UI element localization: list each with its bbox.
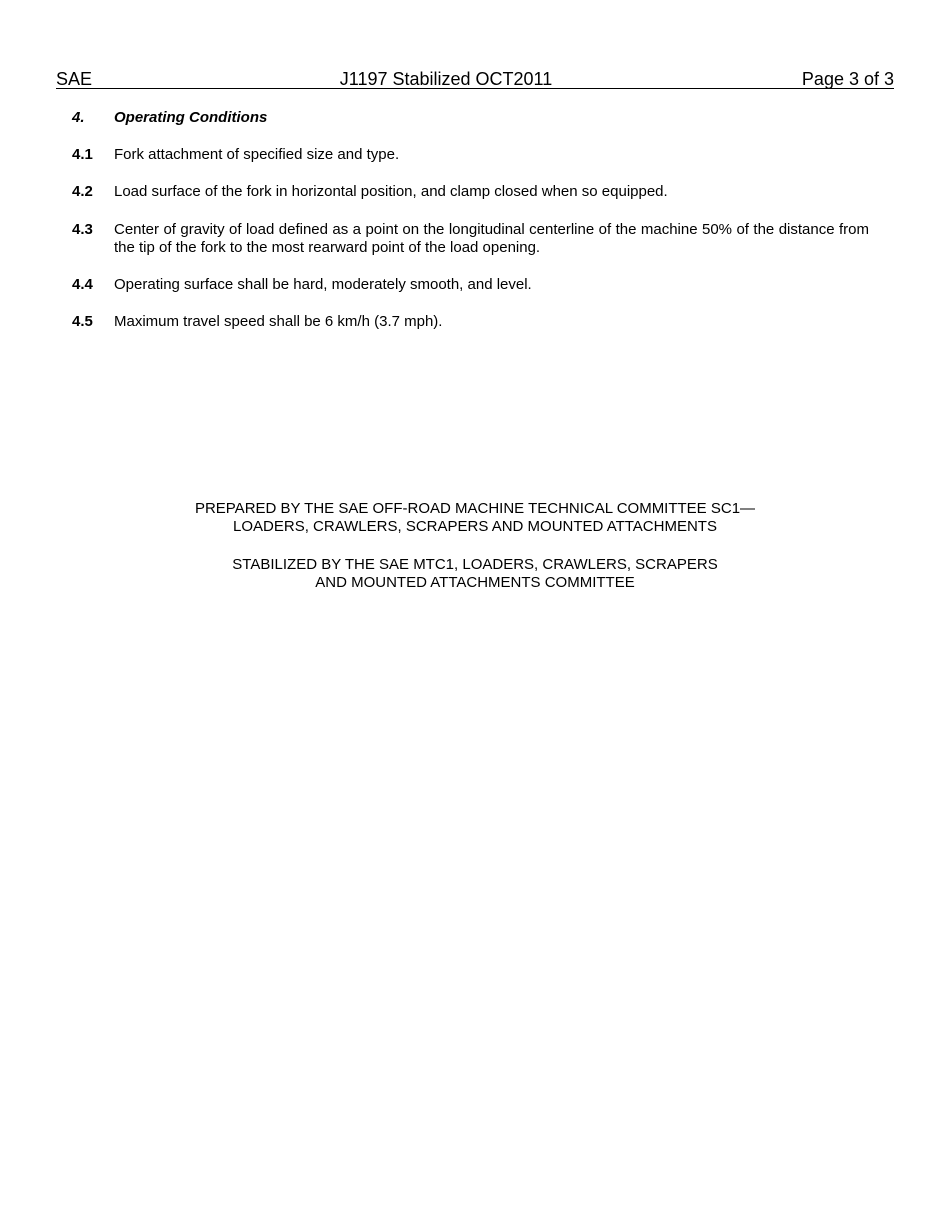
stabilized-by-line-2: AND MOUNTED ATTACHMENTS COMMITTEE — [315, 574, 635, 591]
clause-text: Maximum travel speed shall be 6 km/h (3.7 mph). — [114, 313, 443, 330]
clause-number: 4.2 — [72, 183, 93, 200]
clause-text: Operating surface shall be hard, moderately smooth, and level. — [114, 276, 532, 293]
header-document-id: J1197 Stabilized OCT2011 — [339, 69, 553, 89]
clause-text: Fork attachment of specified size and type. — [114, 146, 400, 163]
stabilized-by-block — [0, 556, 950, 592]
clause-number: 4.5 — [72, 313, 93, 330]
section-number: 4. — [72, 109, 85, 126]
clause-text: Load surface of the fork in horizontal position, and clamp closed when so equipped. — [114, 183, 668, 200]
prepared-by-block — [0, 500, 950, 536]
clause-text: Center of gravity of load defined as a point on the longitudinal centerline of the machine 50% of the distance from the tip of the fork to the most rearward point of the load opening. — [114, 221, 869, 256]
clause-number: 4.1 — [72, 146, 93, 163]
clause-number: 4.3 — [72, 221, 93, 238]
stabilized-by-line-1: STABILIZED BY THE SAE MTC1, LOADERS, CRAWLERS, SCRAPERS — [232, 556, 718, 573]
header-org: SAE — [56, 69, 93, 89]
prepared-by-line-2: LOADERS, CRAWLERS, SCRAPERS AND MOUNTED ATTACHMENTS — [233, 518, 717, 535]
clause-number: 4.4 — [72, 276, 93, 293]
section-title: Operating Conditions — [114, 109, 268, 126]
prepared-by-line-1: PREPARED BY THE SAE OFF-ROAD MACHINE TECHNICAL COMMITTEE SC1— — [194, 500, 756, 517]
header-page-number: Page 3 of 3 — [801, 69, 894, 89]
page-header — [56, 66, 894, 89]
